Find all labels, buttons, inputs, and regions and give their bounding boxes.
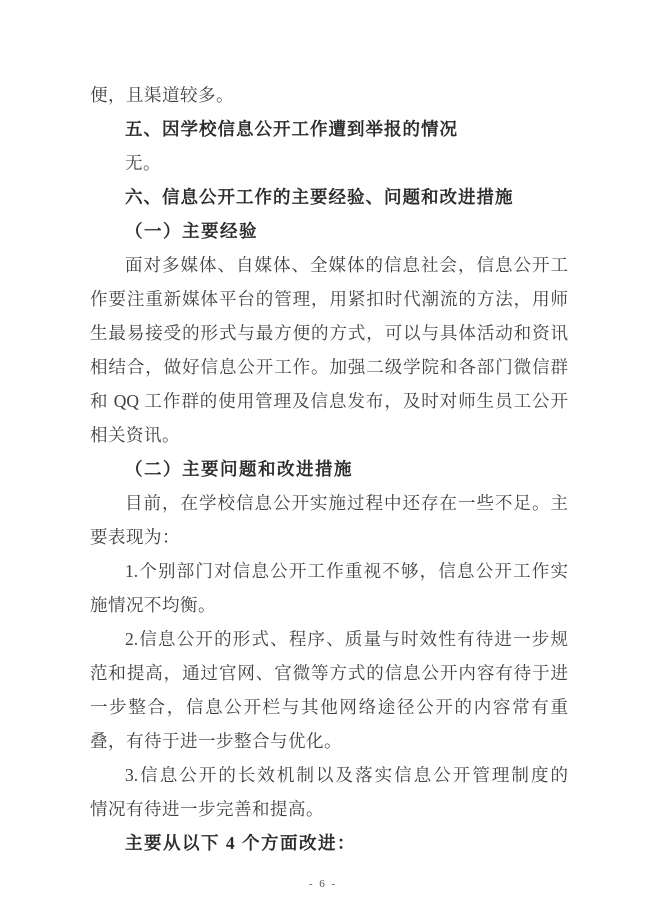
body-line: 面对多媒体、自媒体、全媒体的信息社会，信息公开工 xyxy=(125,255,568,275)
heading-subsection-1: （一）主要经验 xyxy=(125,221,258,241)
heading-section-5: 五、因学校信息公开工作遭到举报的情况 xyxy=(125,119,458,139)
heading-section-6: 六、信息公开工作的主要经验、问题和改进措施 xyxy=(125,187,514,207)
body-line: 便，且渠道较多。 xyxy=(90,85,234,105)
page-number: - 6 - xyxy=(308,878,338,890)
body-line: 要表现为： xyxy=(90,527,180,547)
body-line: 情况有待进一步完善和提高。 xyxy=(90,799,324,819)
improvement-lead-line: 主要从以下 4 个方面改进： xyxy=(125,833,356,853)
body-line-item-3: 3.信息公开的长效机制以及落实信息公开管理制度的 xyxy=(125,765,568,785)
body-line: 相关资讯。 xyxy=(90,425,180,445)
body-line: 叠，有待于进一步整合与优化。 xyxy=(90,731,342,751)
body-line: 目前，在学校信息公开实施过程中还存在一些不足。主 xyxy=(125,493,568,513)
body-line-item-1: 1.个别部门对信息公开工作重视不够，信息公开工作实 xyxy=(125,561,568,581)
body-line: 无。 xyxy=(125,153,161,173)
body-line: 生最易接受的形式与最方便的方式，可以与具体活动和资讯 xyxy=(90,323,568,343)
document-body xyxy=(90,78,568,860)
heading-subsection-2: （二）主要问题和改进措施 xyxy=(125,459,353,479)
body-line-item-2: 2.信息公开的形式、程序、质量与时效性有待进一步规 xyxy=(125,629,568,649)
body-line: 作要注重新媒体平台的管理，用紧扣时代潮流的方法，用师 xyxy=(90,289,568,309)
body-line: 一步整合，信息公开栏与其他网络途径公开的内容常有重 xyxy=(90,697,568,717)
body-line: 相结合，做好信息公开工作。加强二级学院和各部门微信群 xyxy=(90,357,568,377)
body-line: 施情况不均衡。 xyxy=(90,595,216,615)
body-line: 和 QQ 工作群的使用管理及信息发布，及时对师生员工公开 xyxy=(90,391,568,411)
body-line: 范和提高，通过官网、官微等方式的信息公开内容有待于进 xyxy=(90,663,568,683)
